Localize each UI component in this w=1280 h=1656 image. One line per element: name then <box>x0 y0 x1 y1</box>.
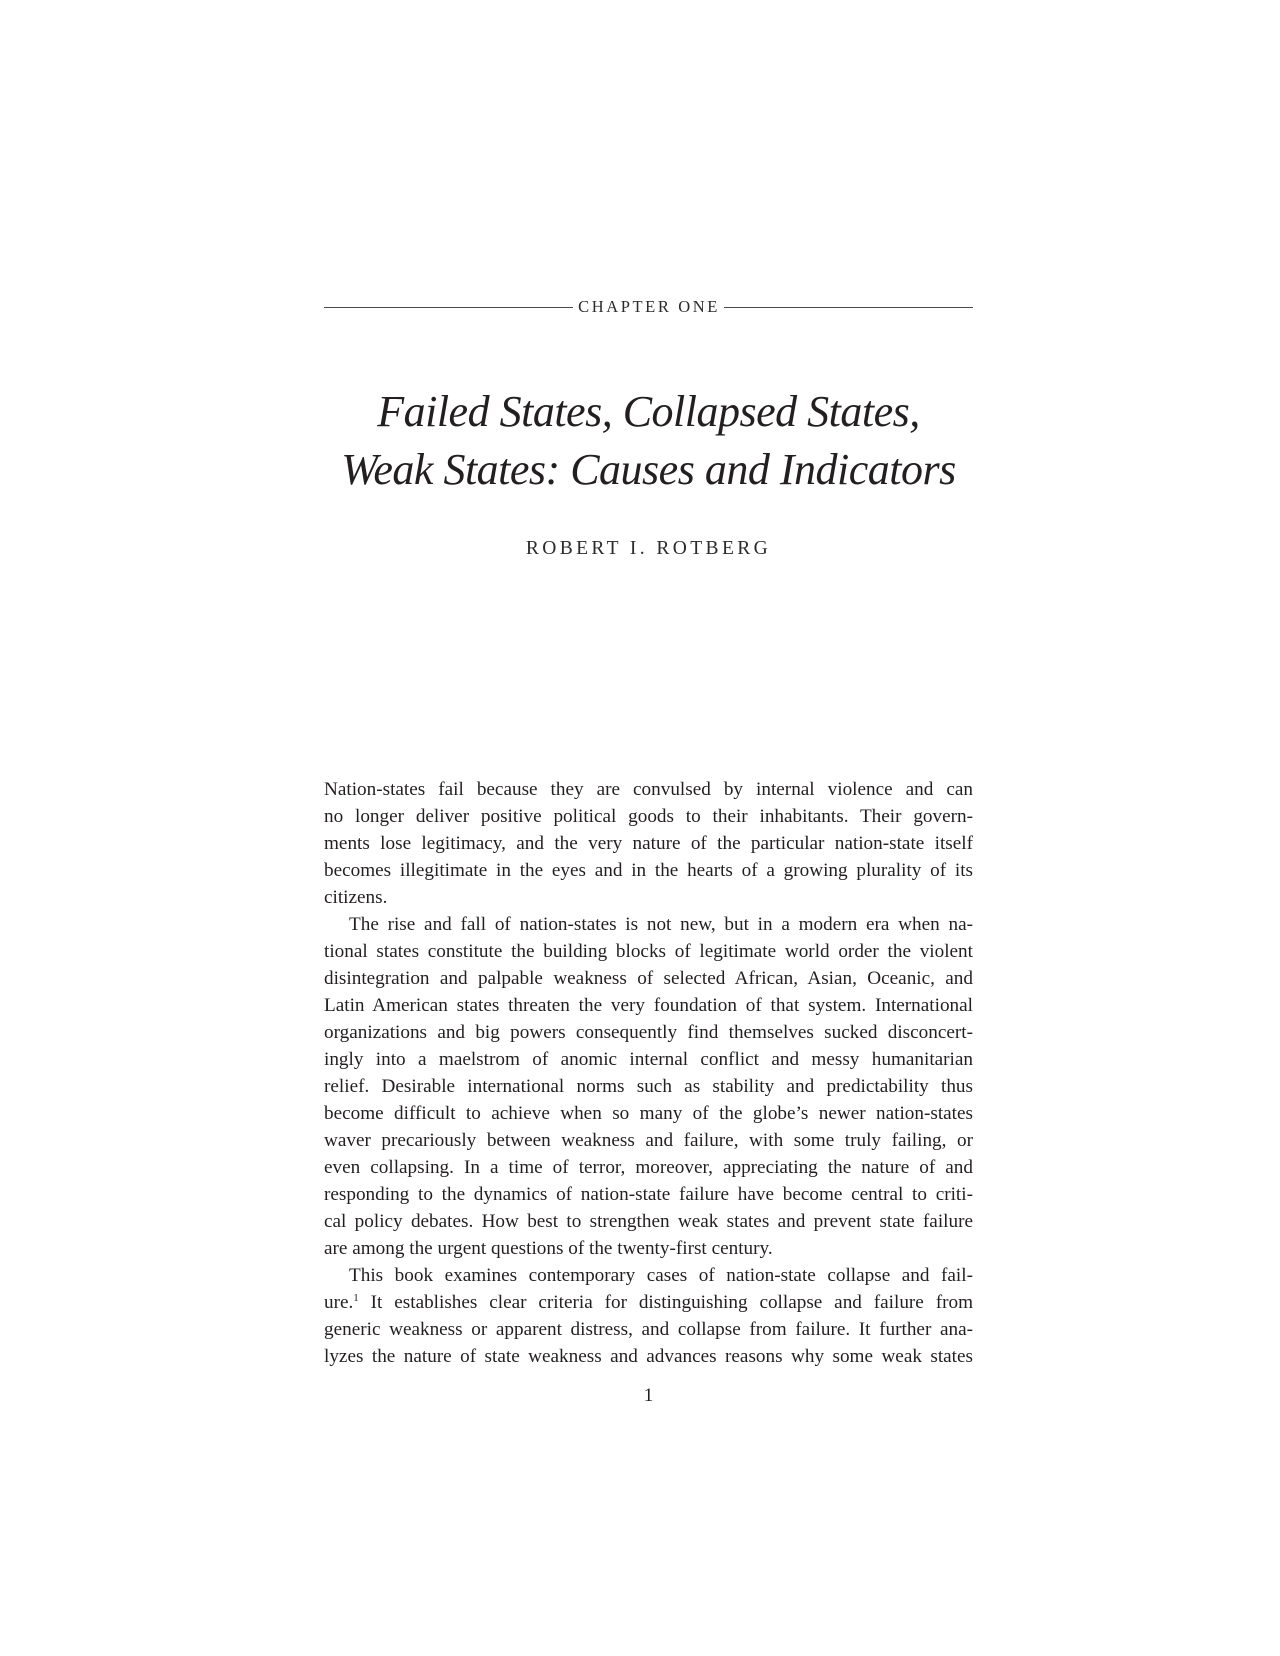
chapter-title-line-1: Failed States, Collapsed States, <box>377 387 920 436</box>
text-fragment: It establishes clear criteria for distinguishing collapse and failure from <box>358 1292 973 1313</box>
paragraph-3 <box>324 1262 973 1370</box>
text-line: tional states constitute the building blocks of legitimate world order the violent <box>324 941 973 962</box>
author-name: ROBERT I. ROTBERG <box>525 538 772 559</box>
chapter-heading <box>324 297 973 317</box>
text-line: no longer deliver positive political goods to their inhabitants. Their govern- <box>324 806 973 827</box>
text-line <box>324 1289 973 1316</box>
text-line: ingly into a maelstrom of anomic internal conflict and messy humanitarian <box>324 1049 973 1070</box>
page-number: 1 <box>643 1385 654 1406</box>
text-line: lyzes the nature of state weakness and advances reasons why some weak states <box>324 1346 973 1367</box>
text-line: becomes illegitimate in the eyes and in the hearts of a growing plurality of its <box>324 860 973 881</box>
text-line: waver precariously between weakness and failure, with some truly failing, or <box>324 1130 973 1151</box>
footnote-marker[interactable]: 1 <box>353 1292 359 1304</box>
text-line: are among the urgent questions of the twenty-first century. <box>324 1238 773 1259</box>
text-line: ments lose legitimacy, and the very nature of the particular nation-state itself <box>324 833 973 854</box>
text-line: become difficult to achieve when so many of the globe’s newer nation-states <box>324 1103 973 1124</box>
text-line: citizens. <box>324 887 388 908</box>
chapter-title <box>324 383 973 499</box>
chapter-title-line-2: Weak States: Causes and Indicators <box>341 445 956 494</box>
chapter-rule-right <box>724 307 973 308</box>
paragraph-2 <box>324 911 973 1262</box>
text-line: This book examines contemporary cases of nation-state collapse and fail- <box>349 1265 973 1286</box>
text-line: disintegration and palpable weakness of selected African, Asian, Oceanic, and <box>324 968 973 989</box>
text-line: The rise and fall of nation-states is not new, but in a modern era when na- <box>349 914 973 935</box>
text-fragment: ure. <box>324 1292 354 1313</box>
text-line: organizations and big powers consequently find themselves sucked disconcert- <box>324 1022 973 1043</box>
text-line: responding to the dynamics of nation-state failure have become central to criti- <box>324 1184 973 1205</box>
chapter-rule-left <box>324 307 573 308</box>
text-line: Latin American states threaten the very foundation of that system. International <box>324 995 973 1016</box>
paragraph-1 <box>324 776 973 911</box>
text-line: cal policy debates. How best to strengthen weak states and prevent state failure <box>324 1211 973 1232</box>
text-line: relief. Desirable international norms such as stability and predictability thus <box>324 1076 973 1097</box>
chapter-label: CHAPTER ONE <box>578 297 720 316</box>
text-line: generic weakness or apparent distress, and collapse from failure. It further ana- <box>324 1319 973 1340</box>
body-text <box>324 776 973 1370</box>
text-line: Nation-states fail because they are convulsed by internal violence and can <box>324 779 973 800</box>
text-line: even collapsing. In a time of terror, moreover, appreciating the nature of and <box>324 1157 973 1178</box>
